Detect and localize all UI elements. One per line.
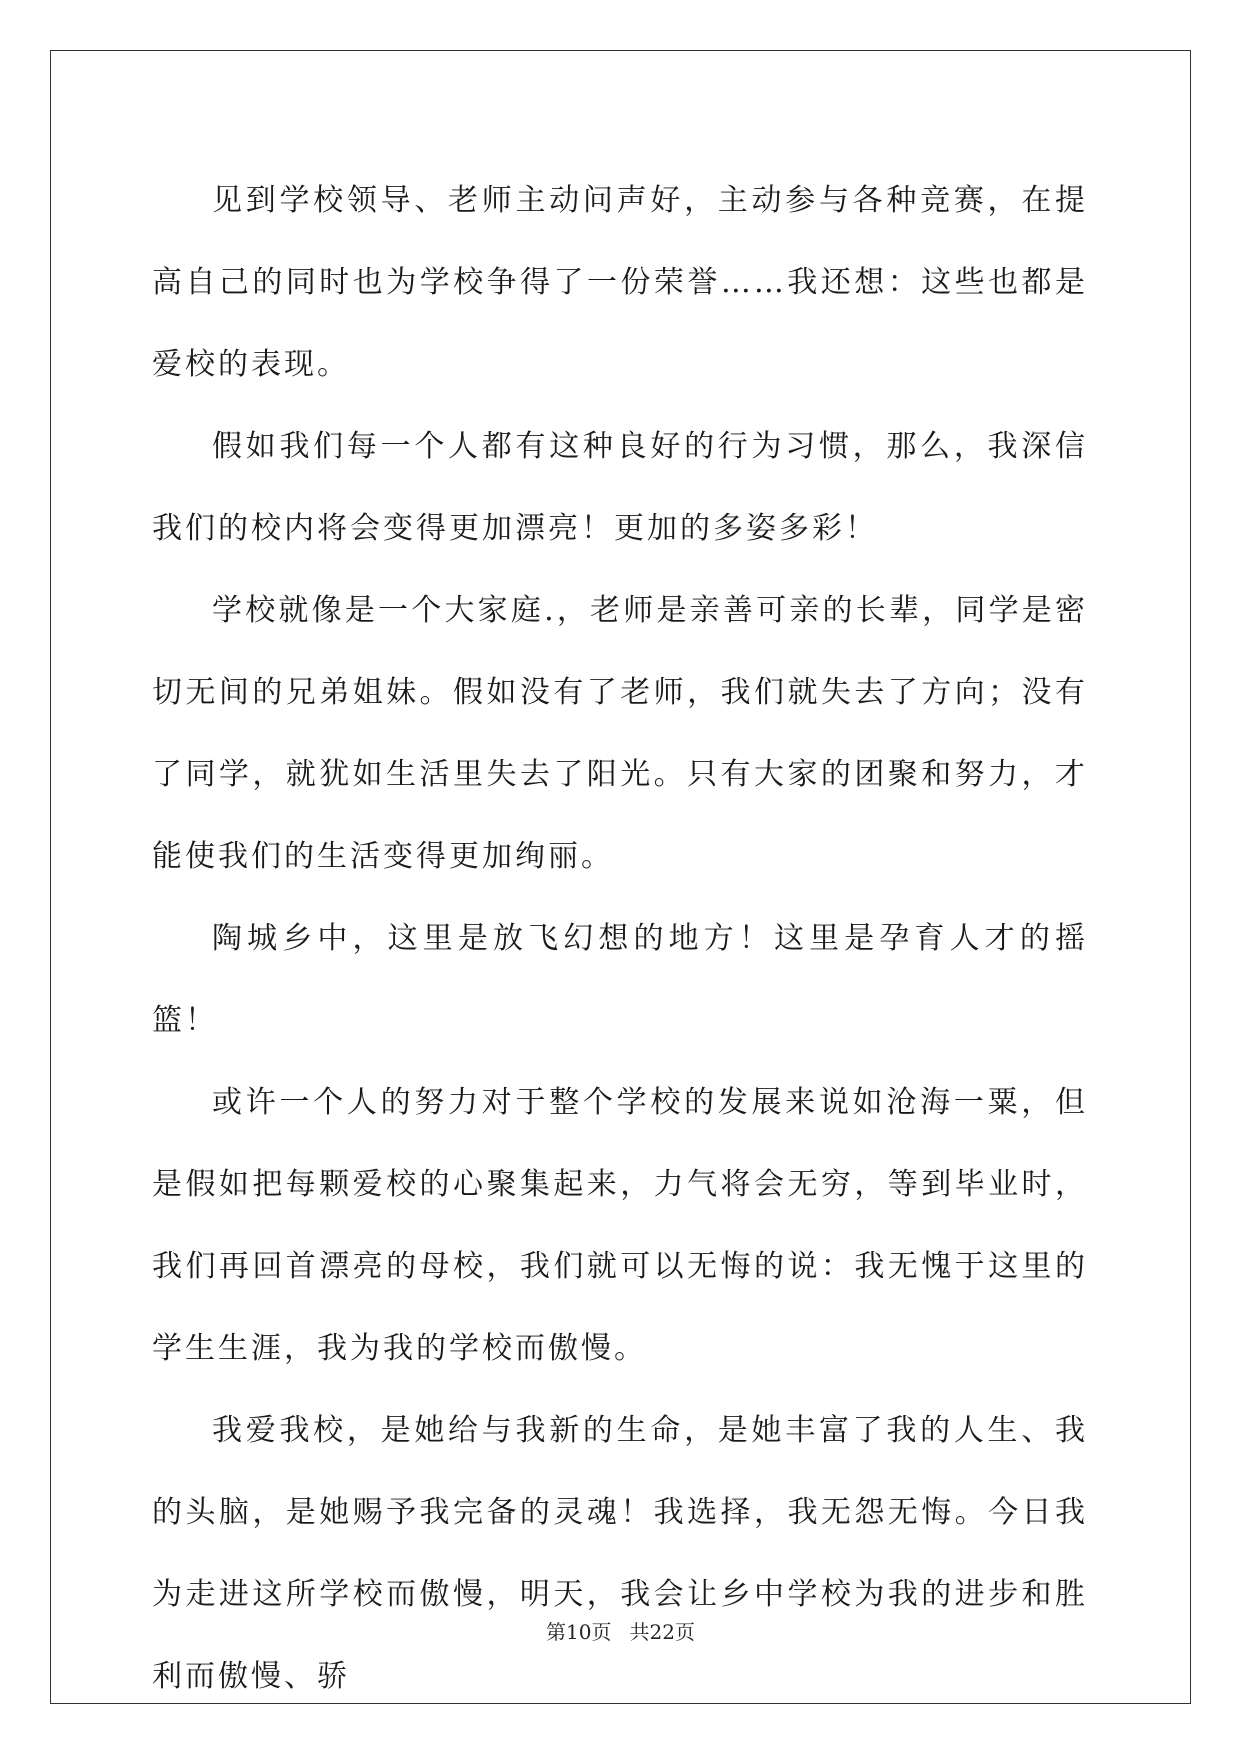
page-footer: [0, 1616, 1241, 1645]
paragraph-5: 或许一个人的努力对于整个学校的发展来说如沧海一粟，但是假如把每颗爱校的心聚集起来，力气将会无穷，等到毕业时，我们再回首漂亮的母校，我们就可以无悔的说：我无愧于这里的学生生涯，我为我的学校而傲慢。: [152, 1085, 1088, 1366]
paragraph-6: 我爱我校，是她给与我新的生命，是她丰富了我的人生、我的头脑，是她赐予我完备的灵魂！我选择，我无怨无悔。今日我为走进这所学校而傲慢，明天，我会让乡中学校为我的进步和胜利而傲慢、骄: [152, 1413, 1088, 1694]
paragraph-4: 陶城乡中，这里是放飞幻想的地方！这里是孕育人才的摇篮！: [152, 921, 1088, 1038]
paragraph-2: 假如我们每一个人都有这种良好的行为习惯，那么，我深信我们的校内将会变得更加漂亮！更加的多姿多彩！: [152, 429, 1088, 546]
page-total: 共22页: [629, 1620, 695, 1644]
page-number: 第10页: [546, 1620, 612, 1644]
paragraph-3: 学校就像是一个大家庭.，老师是亲善可亲的长辈，同学是密切无间的兄弟姐妹。假如没有了老师，我们就失去了方向；没有了同学，就犹如生活里失去了阳光。只有大家的团聚和努力，才能使我们的生活变得更加绚丽。: [152, 593, 1088, 874]
document-body: [152, 160, 1088, 1718]
paragraph-1: 见到学校领导、老师主动问声好，主动参与各种竞赛，在提高自己的同时也为学校争得了一份荣誉……我还想：这些也都是爱校的表现。: [152, 183, 1088, 382]
